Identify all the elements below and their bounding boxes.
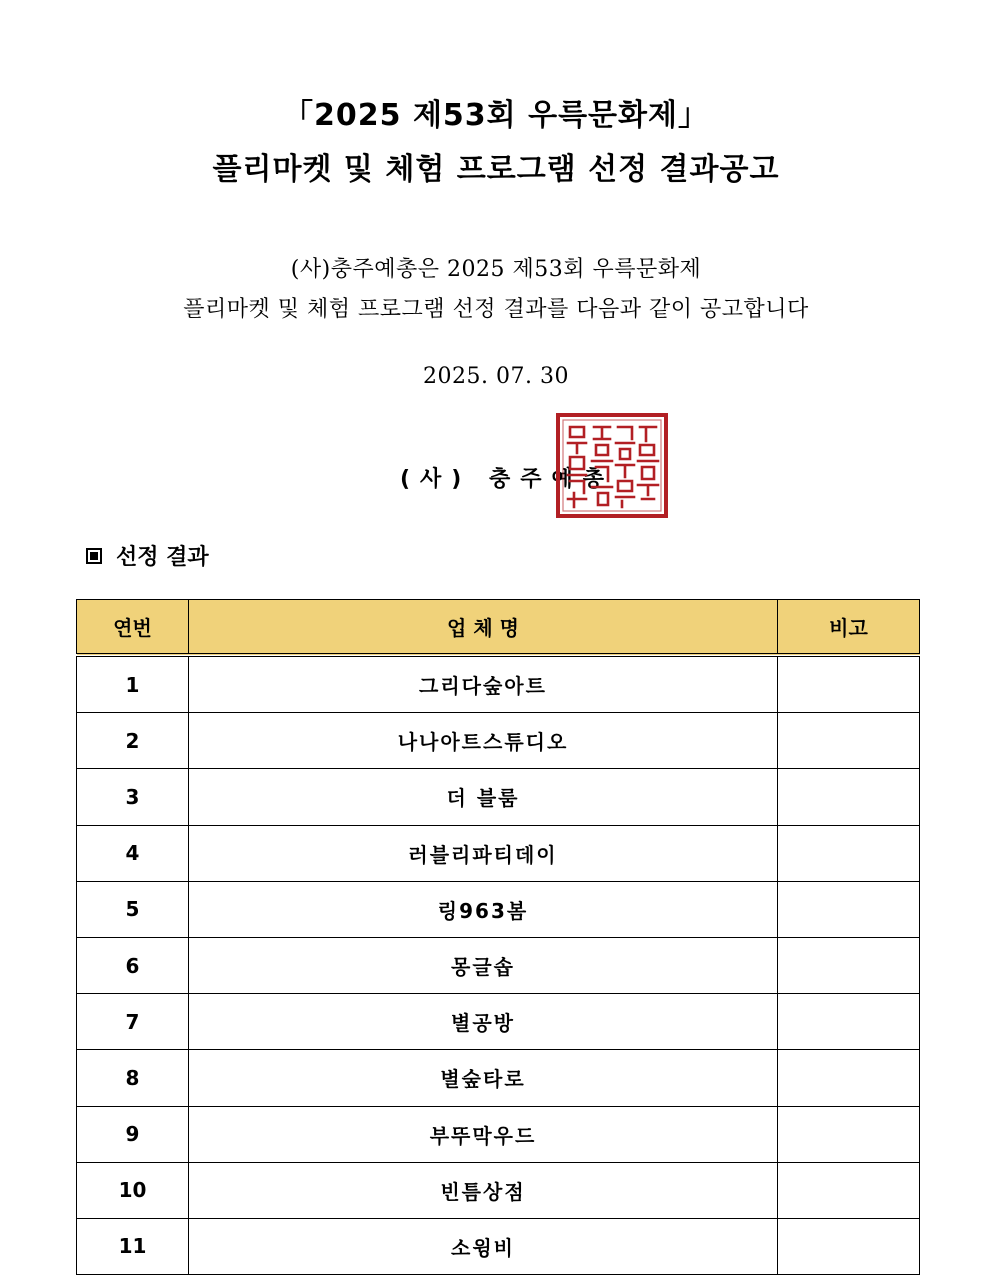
section-heading bbox=[86, 540, 209, 571]
table-row bbox=[77, 825, 920, 881]
row-note bbox=[778, 713, 920, 769]
announcement-date: 2025. 07. 30 bbox=[423, 364, 569, 389]
row-company-name: 별공방 bbox=[189, 994, 778, 1050]
table-row bbox=[77, 769, 920, 825]
table-row bbox=[77, 655, 920, 713]
table-row bbox=[77, 1106, 920, 1162]
table-header-row bbox=[77, 600, 920, 656]
row-company-name: 몽글솝 bbox=[189, 937, 778, 993]
row-company-name: 나나아트스튜디오 bbox=[189, 713, 778, 769]
row-note bbox=[778, 1050, 920, 1106]
table-row bbox=[77, 1218, 920, 1274]
row-number: 8 bbox=[77, 1050, 189, 1106]
row-note bbox=[778, 769, 920, 825]
square-bullet-icon bbox=[86, 548, 102, 564]
body-line-1: (사)충주예총은 2025 제53회 우륵문화제 bbox=[290, 257, 702, 282]
row-company-name: 부뚜막우드 bbox=[189, 1106, 778, 1162]
row-number: 4 bbox=[77, 825, 189, 881]
table-row bbox=[77, 994, 920, 1050]
row-number: 2 bbox=[77, 713, 189, 769]
title-line-2: 플리마켓 및 체험 프로그램 선정 결과공고 bbox=[212, 152, 780, 187]
row-note bbox=[778, 825, 920, 881]
row-number: 5 bbox=[77, 881, 189, 937]
official-seal-stamp bbox=[556, 413, 668, 518]
row-note bbox=[778, 1162, 920, 1218]
table-row bbox=[77, 713, 920, 769]
row-company-name: 더 블룸 bbox=[189, 769, 778, 825]
header-number: 연번 bbox=[77, 600, 189, 656]
row-number: 3 bbox=[77, 769, 189, 825]
row-number: 9 bbox=[77, 1106, 189, 1162]
row-note bbox=[778, 881, 920, 937]
row-company-name: 소윙비 bbox=[189, 1218, 778, 1274]
row-company-name: 별숲타로 bbox=[189, 1050, 778, 1106]
table-row bbox=[77, 937, 920, 993]
row-number: 1 bbox=[77, 655, 189, 713]
row-note bbox=[778, 1106, 920, 1162]
row-note bbox=[778, 655, 920, 713]
row-note bbox=[778, 1218, 920, 1274]
table-row bbox=[77, 881, 920, 937]
row-note bbox=[778, 937, 920, 993]
body-line-2: 플리마켓 및 체험 프로그램 선정 결과를 다음과 같이 공고합니다 bbox=[183, 297, 809, 322]
selection-results-table bbox=[76, 599, 920, 1275]
header-note: 비고 bbox=[778, 600, 920, 656]
organization-name: (사) 충주예총 bbox=[400, 467, 615, 492]
row-company-name: 링963봄 bbox=[189, 881, 778, 937]
row-company-name: 빈틈상점 bbox=[189, 1162, 778, 1218]
header-company-name: 업 체 명 bbox=[189, 600, 778, 656]
row-number: 6 bbox=[77, 937, 189, 993]
section-heading-label: 선정 결과 bbox=[116, 545, 209, 570]
table-row bbox=[77, 1050, 920, 1106]
row-note bbox=[778, 994, 920, 1050]
row-company-name: 러블리파티데이 bbox=[189, 825, 778, 881]
row-company-name: 그리다숲아트 bbox=[189, 655, 778, 713]
row-number: 7 bbox=[77, 994, 189, 1050]
row-number: 11 bbox=[77, 1218, 189, 1274]
table-row bbox=[77, 1162, 920, 1218]
title-line-1: 「2025 제53회 우륵문화제」 bbox=[283, 98, 709, 133]
row-number: 10 bbox=[77, 1162, 189, 1218]
